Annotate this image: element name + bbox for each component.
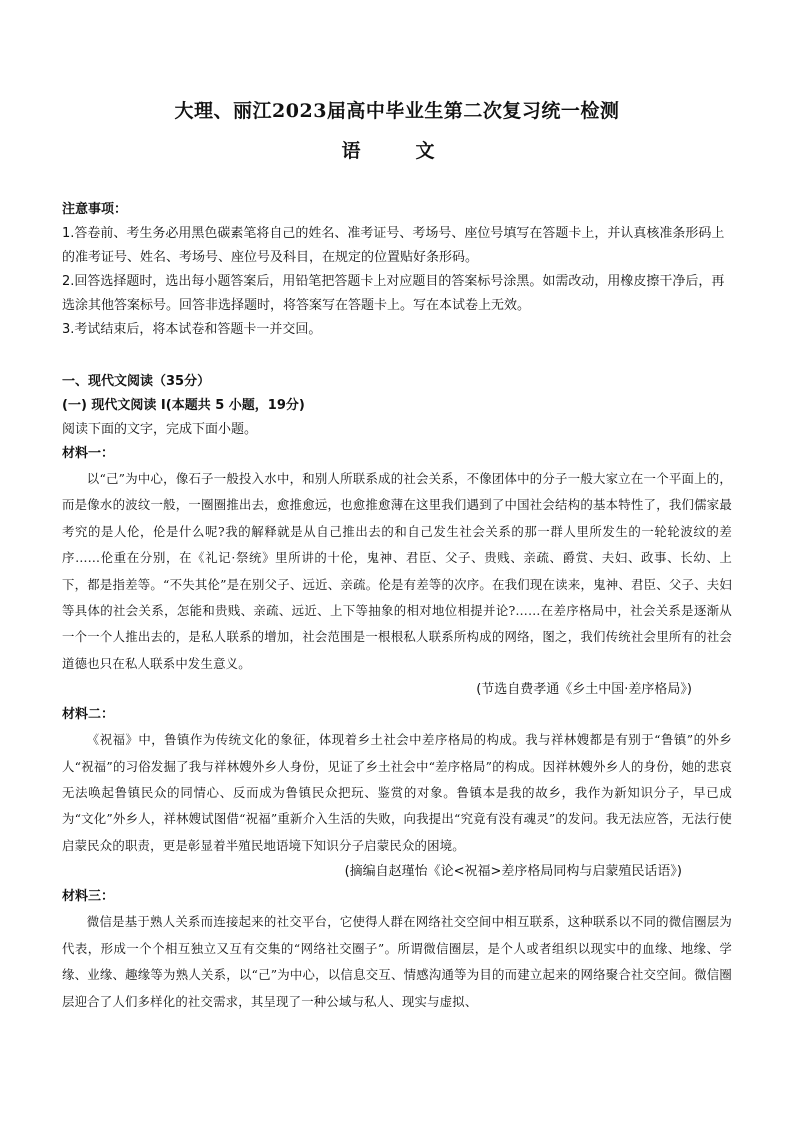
material-1-text: 以“己”为中心，像石子一般投入水中，和别人所联系成的社会关系，不像团体中的分子一般大家立在一个平面上的，而是像水的波纹一般，一圈圈推出去，愈推愈远，也愈推愈薄在这里我们遇到了中国社会结构的基本特性了，我们儒家最考究的是人伦，伦是什么呢?我的解释就是从自己推出去的和自己发生社会关系的那一群人里所发生的一轮轮波纹的差序……伦重在分别，在《礼记·祭统》里所讲的十伦，鬼神、君臣、父子、贵贱、亲疏、爵赏、夫妇、政事、长幼、上下，都是指差等。“不失其伦”是在别父子、远近、亲疏。伦是有差等的次序。在我们现在读来，鬼神、君臣、父子、夫妇等具体的社会关系，怎能和贵贱、亲疏、远近、上下等抽象的相对地位相提并论?……在差序格局中，社会关系是逐渐从一个一个人推出去的，是私人联系的增加，社会范围是一根根私人联系所构成的网络，图之，我们传统社会里所有的社会道德也只在私人联系中发生意义。 (62, 471, 732, 671)
material-1-source: (节选自费孝通《乡土中国·差序格局》) (476, 682, 692, 698)
notice-item: 1.答卷前、考生务必用黑色碳素笔将自己的姓名、准考证号、考场号、座位号填写在答题卡上，并认真核准条形码上的准考证号、姓名、考场号、座位号及科目，在规定的位置贴好条形码。 (62, 226, 725, 265)
material-1-label: 材料一： (62, 446, 115, 461)
material-2-source: (摘编自赵瑾怡《论<祝福>差序格局同构与启蒙殖民话语》) (344, 864, 682, 880)
section-subheading: (一) 现代文阅读 I(本题共 5 小题，19分) (62, 398, 305, 413)
notice-item: 2.回答选择题时，选出每小题答案后，用铅笔把答题卡上对应题目的答案标号涂黑。如需改动，用橡皮擦干净后，再选涂其他答案标号。回答非选择题时，将答案写在答题卡上。写在本试卷上无效。 (62, 274, 725, 313)
section-heading: 一、现代文阅读（35分） (62, 374, 211, 389)
reading-section (62, 370, 732, 1015)
material-2-label: 材料二： (62, 707, 115, 723)
material-3-label: 材料三： (62, 889, 115, 905)
material-3-text: 微信是基于熟人关系而连接起来的社交平台，它使得人群在网络社交空间中相互联系，这种联系以不同的微信圈层为代表，形成一个个相互独立又互有交集的“网络社交圈子”。所谓微信圈层，是个人或者组织以现实中的血缘、地缘、学缘、业缘、趣缘等为熟人关系，以“己”为中心，以信息交互、情感沟通等为目的而建立起来的网络聚合社交空间。微信圈层迎合了人们多样化的社交需求，其呈现了一种公域与私人、现实与虚拟、 (62, 914, 732, 1009)
notice-item: 3.考试结束后，将本试卷和答题卡一并交回。 (62, 322, 322, 337)
exam-title: 大理、丽江2023届高中毕业生第二次复习统一检测 (174, 100, 620, 122)
notice-section (62, 198, 732, 342)
section-instruction: 阅读下面的文字，完成下面小题。 (62, 422, 258, 437)
material-2-text: 《祝福》中，鲁镇作为传统文化的象征，体现着乡土社会中差序格局的构成。我与祥林嫂都是有别于“鲁镇”的外乡人“祝福”的习俗发掘了我与祥林嫂外乡人身份，见证了乡土社会中“差序格局”的构成。因祥林嫂外乡人的身份，她的悲哀无法唤起鲁镇民众的同情心、反而成为鲁镇民众把玩、鉴赏的对象。鲁镇本是我的故乡，我作为新知识分子，早已成为“文化”外乡人，祥林嫂试图借“祝福”重新介入生活的失败，向我提出“究竟有没有魂灵”的发问。我无法应答，无法行使启蒙民众的职责，更是彰显着半殖民地语境下知识分子启蒙民众的困境。 (62, 732, 732, 853)
notice-heading: 注意事项： (62, 202, 128, 217)
subject-title: 语 文 (341, 140, 453, 162)
